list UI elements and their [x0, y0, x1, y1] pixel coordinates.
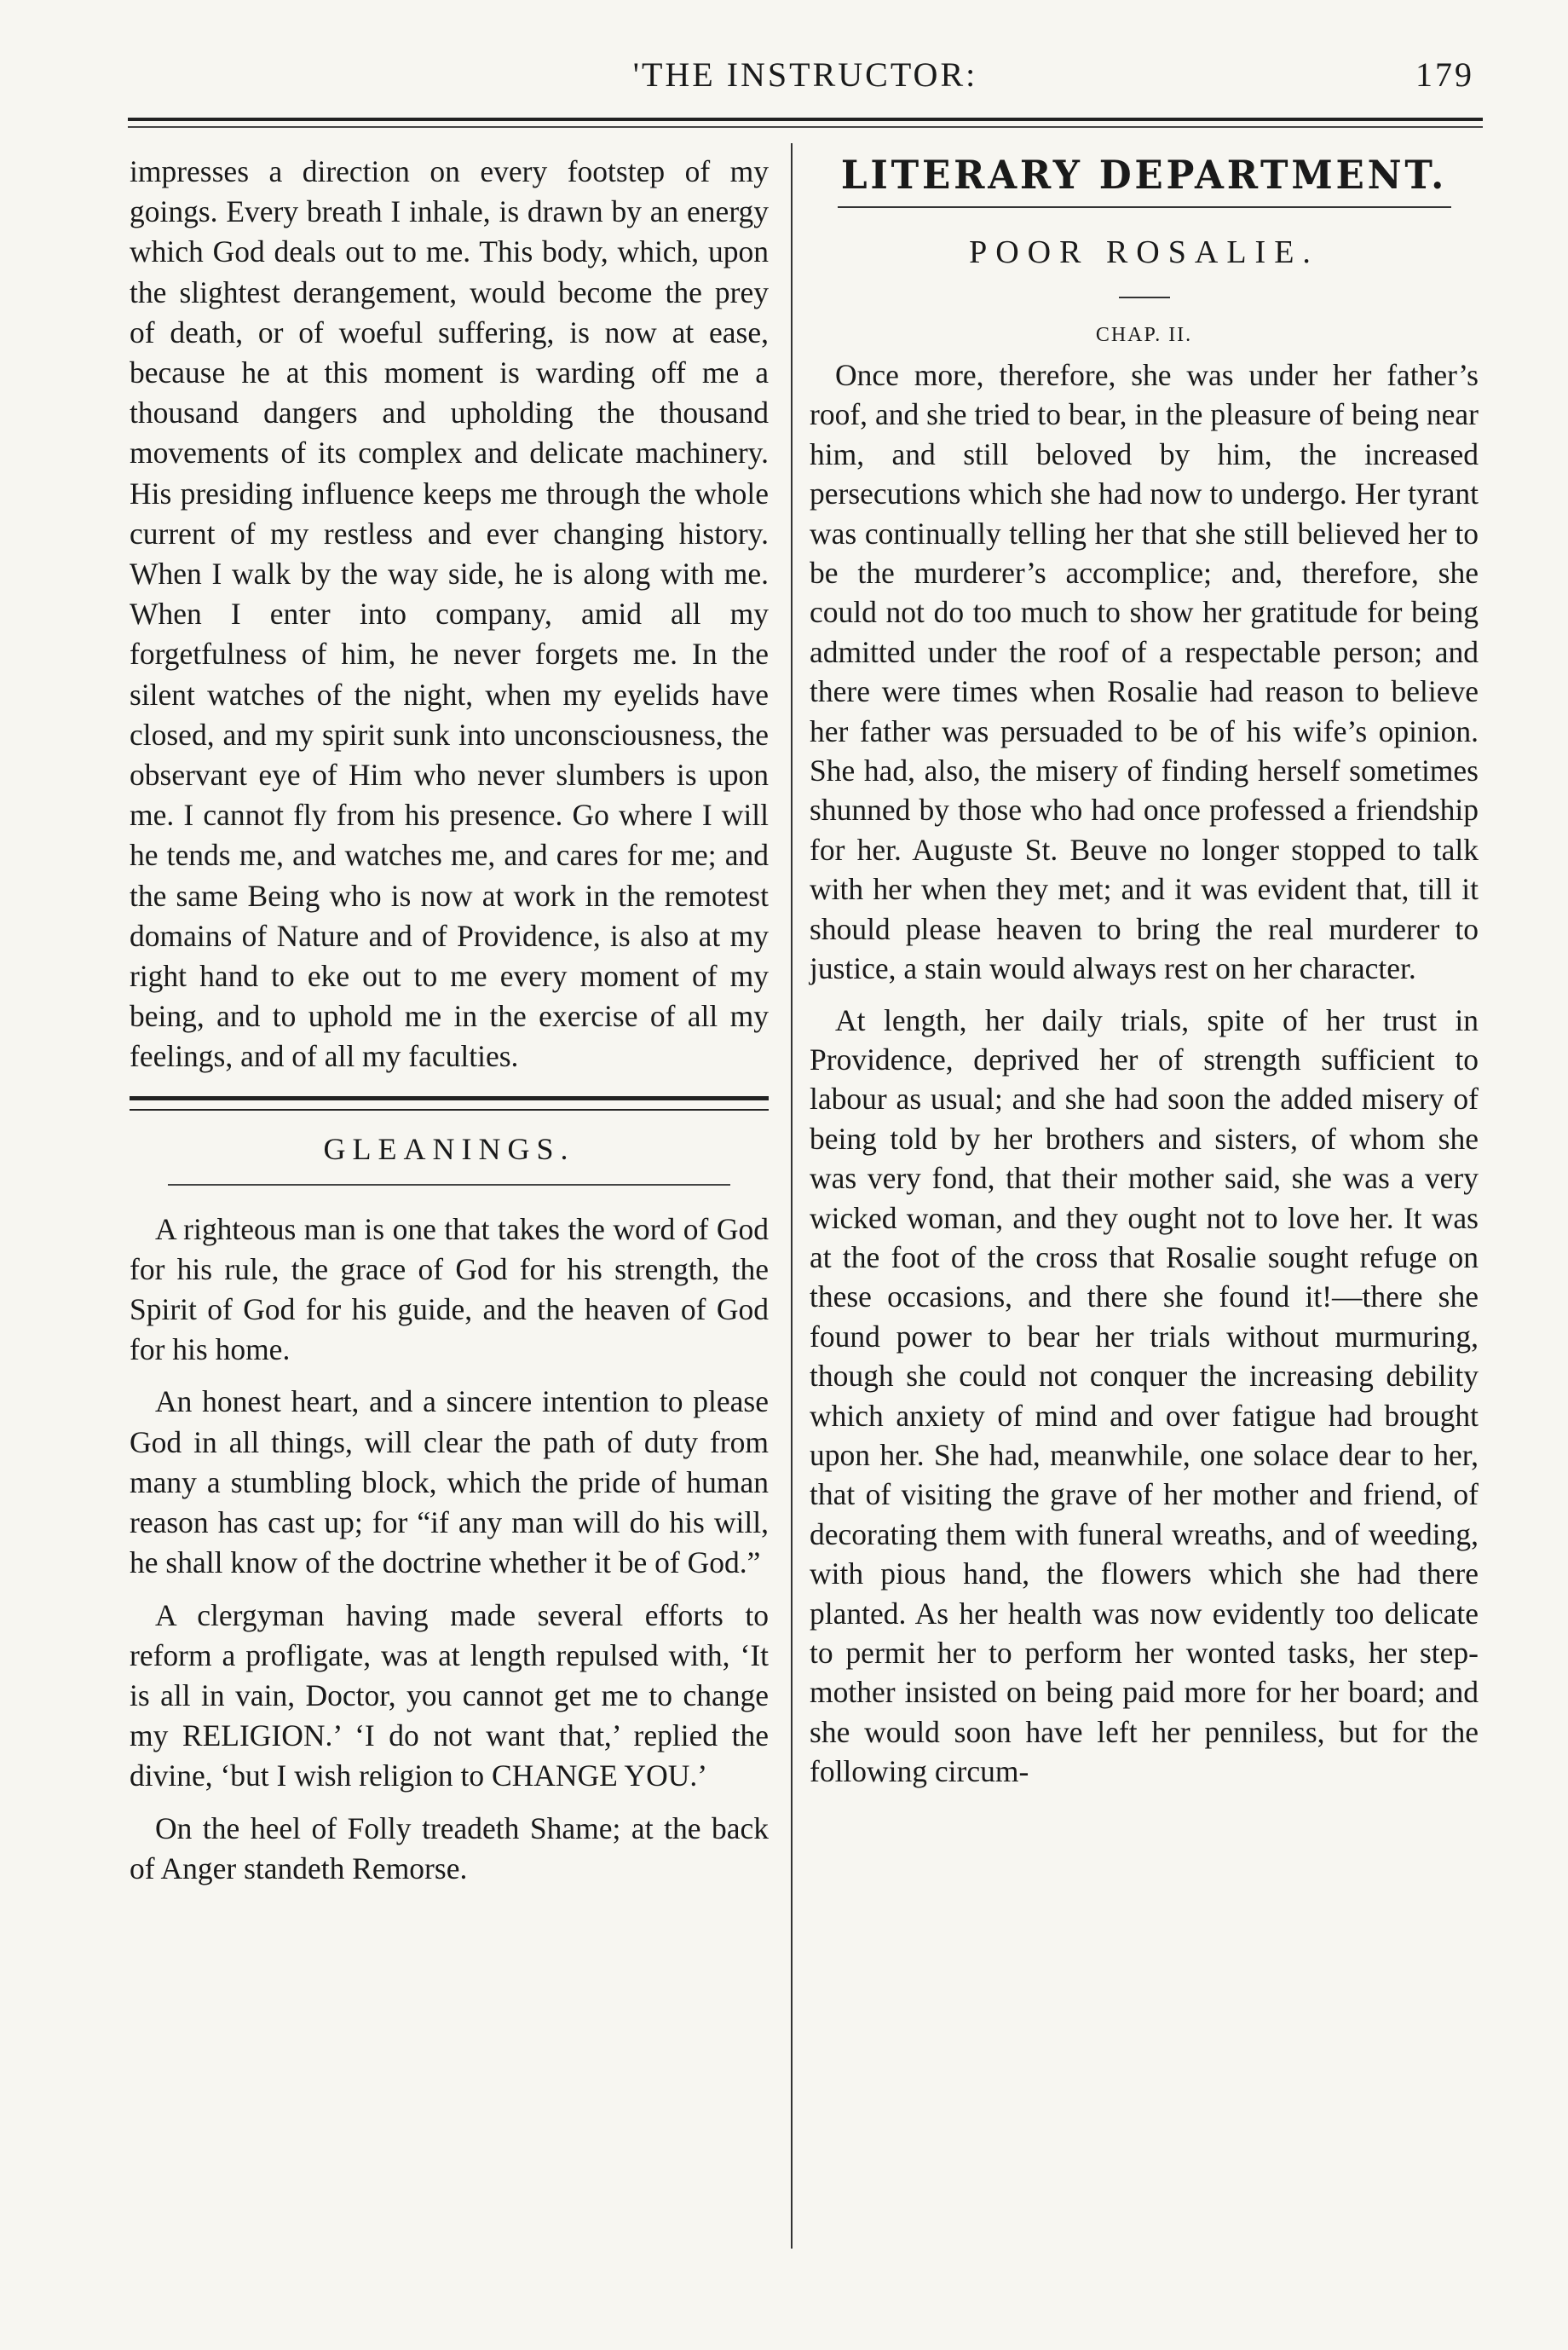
continued-paragraph: impresses a direction on every footstep of my goings. Every breath I inhale, is drawn by an energy which God deals out to me. This body, which, upon the slightest derangement, would become the prey of death, or of woeful suffering, is now at ease, because he at this moment is warding off me a thousand dangers and upholding the thousand movements of its complex and delicate machinery. His presiding influence keeps me through the whole current of my restless and ever changing history. When I walk by the way side, he is along with me. When I enter into company, amid all my forgetfulness of him, he never forgets me. In the silent watches of the night, when my eyelids have closed, and my spirit sunk into unconsciousness, the observant eye of Him who never slumbers is upon me. I cannot fly from his presence. Go where I will he tends me, and watches me, and cares for me; and the same Being who is now at work in the remotest domains of Nature and of Providence, is also at my right hand to eke out to me every moment of my being, and to uphold me in the exercise of all my feelings, and of all my faculties.	[130, 154, 769, 1074]
gleanings-heading: GLEANINGS.	[323, 1131, 575, 1166]
department-heading: LITERARY DEPARTMENT.	[840, 152, 1448, 198]
right-column	[810, 152, 1479, 1792]
story-paragraph: Once more, therefore, she was under her father’s roof, and she tried to bear, in the pleasure of being near him, and still beloved by him, the increased persecutions which she had now to undergo. Her tyrant was continually telling her that she still believed her to be the murderer’s accomplice; and, therefore, she could not do too much to show her gratitude for being admitted under the roof of a respectable person; and there were times when Rosalie had reason to believe her father was persuaded to be of his wife’s opinion. She had, also, the misery of finding herself sometimes shunned by those who had once professed a friendship for her. Auguste St. Beuve no longer stopped to talk with her when they met; and it was evident that, till it should please heaven to bring the real murderer to justice, a stain would always rest on her character.	[810, 358, 1479, 986]
gleaning-item: A clergyman having made several efforts to reform a profligate, was at length repulsed with, ‘It is all in vain, Doctor, you cannot get me to change my RELIGION.’ ‘I do not want that,’ replied the divine, ‘but I wish religion to CHANGE YOU.’	[130, 1597, 769, 1793]
running-head	[128, 49, 1483, 109]
gleaning-item: An honest heart, and a sincere intention to please God in all things, will clear the path of duty from many a stumbling block, which the pride of human reason has cast up; for “if any man will do his will, he shall know of the doctrine whether it be of God.”	[130, 1384, 769, 1580]
journal-title: 'THE INSTRUCTOR:	[632, 55, 978, 94]
chapter-heading: CHAP. II.	[1095, 324, 1193, 346]
department-rule	[838, 206, 1451, 208]
story-title: POOR ROSALIE.	[969, 234, 1319, 270]
header-rule-thin	[128, 126, 1483, 128]
header-rule-thick	[128, 118, 1483, 121]
title-rule	[1119, 297, 1170, 298]
section-divider	[130, 1096, 769, 1111]
gleaning-item: A righteous man is one that takes the word of God for his rule, the grace of God for his strength, the Spirit of God for his guide, and the heaven of God for his home.	[130, 1211, 769, 1367]
page-number: 179	[1415, 55, 1474, 94]
story-paragraph: At length, her daily trials, spite of her trust in Providence, deprived her of strength sufficient to labour as usual; and she had soon the added misery of being told by her brothers and sisters, of whom she was very fond, that their mother said, she was a very wicked woman, and they ought not to love her. It was at the foot of the cross that Rosalie sought refuge on these occasions, and there she found it!—there she found power to bear her trials without murmuring, though she could not conquer the increasing debility which anxiety of mind and over fatigue had brought upon her. She had, meanwhile, one solace dear to her, that of visiting the grave of her mother and friend, of decorating them with funeral wreaths, and of weeding, with pious hand, the flowers which she had there planted. As her health was now evidently too delicate to permit her to perform her wonted tasks, her step-mother insisted on being paid more for her board; and she would soon have left her penniless, but for the following circum-	[810, 1002, 1479, 1789]
column-divider	[791, 143, 793, 2249]
gleaning-item: On the heel of Folly treadeth Shame; at the back of Anger standeth Remorse.	[130, 1810, 769, 1885]
gleanings-rule	[168, 1184, 730, 1186]
left-column	[130, 152, 769, 1889]
